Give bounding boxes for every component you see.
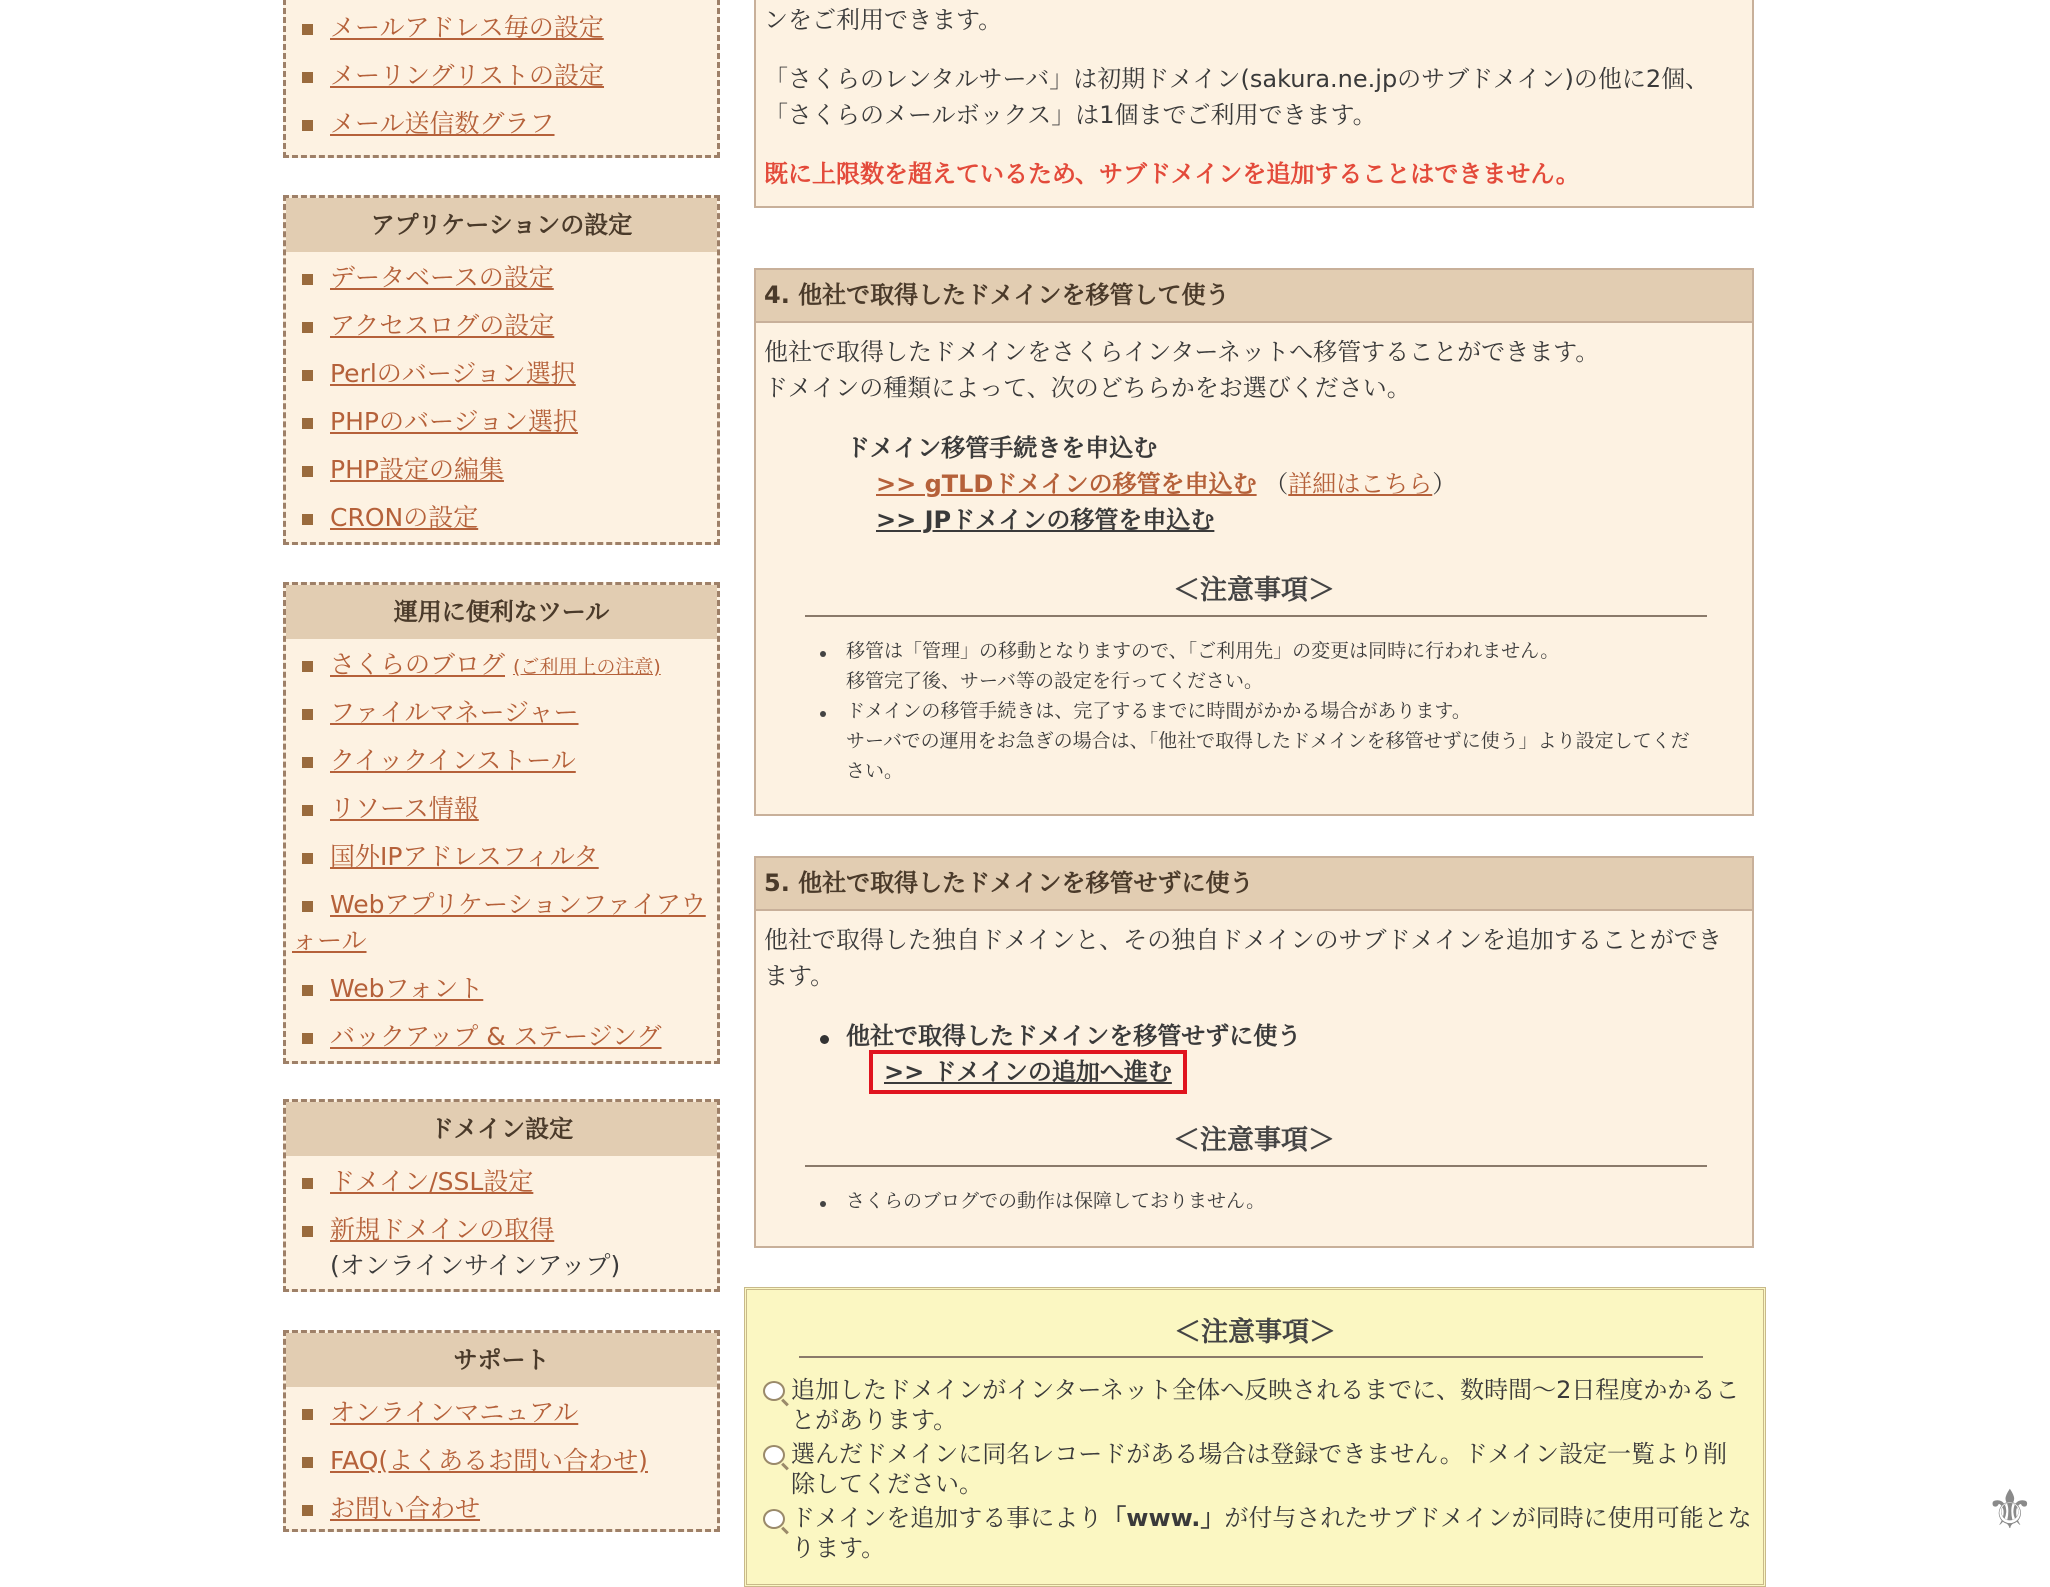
magnifier-icon (763, 1381, 785, 1401)
subdomain-limit-warning: 既に上限数を超えているため、サブドメインを追加することはできません。 (764, 156, 1580, 192)
square-bullet-icon (302, 1505, 313, 1516)
sidebar-item[interactable]: PHPのバージョン選択 (286, 404, 717, 440)
gtld-line: >> gTLDドメインの移管を申込む （詳細はこちら） (876, 466, 1456, 502)
section-3-text: 「さくらのメールボックス」は1個までご利用できます。 (764, 97, 1377, 133)
notice-text: ドメインを追加する事により「www.」が付与されたサブドメインが同時に使用可能とな (791, 1500, 1752, 1536)
notice-text: 除してください。 (791, 1466, 983, 1502)
sidebar-item[interactable]: アクセスログの設定 (286, 308, 717, 344)
section-4-box (754, 268, 1754, 816)
section-5-desc: ます。 (764, 958, 834, 994)
sidebar-section-title: ドメイン設定 (286, 1102, 717, 1156)
sidebar-item-cont[interactable]: ォール (286, 923, 717, 959)
square-bullet-icon (302, 853, 313, 864)
square-bullet-icon (302, 1457, 313, 1468)
sidebar-item[interactable]: CRONの設定 (286, 500, 717, 536)
sidebar-item[interactable]: さくらのブログ (ご利用上の注意) (286, 647, 717, 685)
sidebar-app-box (283, 195, 720, 545)
sidebar-support-box (283, 1330, 720, 1532)
sidebar-section-title: サポート (286, 1333, 717, 1387)
square-bullet-icon (302, 466, 313, 477)
square-bullet-icon (302, 370, 313, 381)
section-3-text: 「さくらのレンタルサーバ」は初期ドメイン(sakura.ne.jpのサブドメイン)の他に2個、 (764, 61, 1709, 97)
note-text: サーバでの運用をお急ぎの場合は、「他社で取得したドメインを移管せずに使う」より設定してくだ (846, 726, 1690, 756)
notice-divider (805, 1165, 1707, 1167)
magnifier-icon (763, 1509, 785, 1529)
square-bullet-icon (302, 120, 313, 131)
square-bullet-icon (302, 709, 313, 720)
list-bullet-icon (820, 1035, 829, 1044)
section-4-desc: ドメインの種類によって、次のどちらかをお選びください。 (764, 370, 1411, 406)
section-title: 4. 他社で取得したドメインを移管して使う (756, 270, 1752, 323)
section-5-desc: 他社で取得した独自ドメインと、その独自ドメインのサブドメインを追加することができ (764, 922, 1722, 958)
sidebar-item[interactable]: クイックインストール (286, 743, 717, 779)
sidebar-item[interactable]: 新規ドメインの取得 (286, 1212, 717, 1248)
square-bullet-icon (302, 322, 313, 333)
square-bullet-icon (302, 24, 313, 35)
square-bullet-icon (302, 418, 313, 429)
notice-title: ＜注意事項＞ (747, 1310, 1763, 1349)
square-bullet-icon (302, 985, 313, 996)
fleur-de-lis-icon: ⚜ (1986, 1478, 2034, 1541)
sidebar-item[interactable]: ドメイン/SSL設定 (286, 1164, 717, 1200)
notice-text: 追加したドメインがインターネット全体へ反映されるまでに、数時間〜2日程度かかるこ (791, 1372, 1739, 1408)
sidebar-section-title: 運用に便利なツール (286, 585, 717, 639)
sidebar-item-note: (オンラインサインアップ) (286, 1248, 717, 1284)
sidebar-section-title: アプリケーションの設定 (286, 198, 717, 252)
sidebar-item[interactable]: Webアプリケーションファイアウ (286, 887, 717, 923)
sidebar-item[interactable]: Perlのバージョン選択 (286, 356, 717, 392)
section-3-text: ンをご利用できます。 (764, 2, 1002, 38)
section-5-box (754, 856, 1754, 1248)
square-bullet-icon (302, 805, 313, 816)
square-bullet-icon (302, 72, 313, 83)
sidebar-domain-box (283, 1099, 720, 1292)
sidebar-item[interactable]: データベースの設定 (286, 260, 717, 296)
detail-link[interactable]: 詳細はこちら (1288, 470, 1432, 498)
note-text: さくらのブログでの動作は保障しておりません。 (846, 1186, 1265, 1216)
note-text: さい。 (846, 756, 903, 786)
notice-text: とがあります。 (791, 1402, 957, 1438)
notice-title: ＜注意事項＞ (756, 568, 1752, 607)
gtld-transfer-link[interactable]: >> gTLDドメインの移管を申込む (876, 470, 1257, 498)
sidebar-item[interactable]: お問い合わせ (286, 1491, 717, 1527)
section-3-box (754, 0, 1754, 208)
note-text: 移管完了後、サーバ等の設定を行ってください。 (846, 666, 1263, 696)
no-transfer-title: 他社で取得したドメインを移管せずに使う (846, 1018, 1301, 1054)
sidebar-item[interactable]: メール送信数グラフ (286, 106, 717, 142)
notice-divider (799, 1356, 1703, 1358)
square-bullet-icon (302, 757, 313, 768)
sidebar-tools-box (283, 582, 720, 1064)
square-bullet-icon (302, 514, 313, 525)
square-bullet-icon (302, 1409, 313, 1420)
section-4-desc: 他社で取得したドメインをさくらインターネットへ移管することができます。 (764, 334, 1599, 370)
jp-transfer-link[interactable]: >> JPドメインの移管を申込む (876, 502, 1214, 538)
square-bullet-icon (302, 661, 313, 672)
sidebar-item[interactable]: 国外IPアドレスフィルタ (286, 839, 717, 875)
sidebar-item[interactable]: ファイルマネージャー (286, 695, 717, 731)
section-title: 5. 他社で取得したドメインを移管せずに使う (756, 858, 1752, 911)
square-bullet-icon (302, 1178, 313, 1189)
square-bullet-icon (302, 274, 313, 285)
notice-title: ＜注意事項＞ (756, 1118, 1752, 1157)
magnifier-icon (763, 1445, 785, 1465)
sidebar-item[interactable]: リソース情報 (286, 791, 717, 827)
sidebar-item[interactable]: PHP設定の編集 (286, 452, 717, 488)
sidebar-item[interactable]: メールアドレス毎の設定 (286, 10, 717, 46)
notice-text: 選んだドメインに同名レコードがある場合は登録できません。ドメイン設定一覧より削 (791, 1436, 1727, 1472)
square-bullet-icon (302, 1226, 313, 1237)
sidebar-item[interactable]: Webフォント (286, 971, 717, 1007)
add-domain-link[interactable]: >> ドメインの追加へ進む (884, 1054, 1172, 1090)
notice-divider (805, 615, 1707, 617)
transfer-apply-title: ドメイン移管手続きを申込む (846, 430, 1157, 466)
highlight-box (869, 1050, 1187, 1094)
note-text: 移管は「管理」の移動となりますので、「ご利用先」の変更は同時に行われません。 (846, 636, 1559, 666)
sidebar-mail-box (283, 0, 720, 158)
square-bullet-icon (302, 1033, 313, 1044)
list-bullet-icon (820, 1201, 826, 1207)
sidebar-item[interactable]: バックアップ & ステージング (286, 1019, 717, 1055)
sidebar-item[interactable]: FAQ(よくあるお問い合わせ) (286, 1443, 717, 1479)
sidebar-item[interactable]: メーリングリストの設定 (286, 58, 717, 94)
note-text: ドメインの移管手続きは、完了するまでに時間がかかる場合があります。 (846, 696, 1471, 726)
list-bullet-icon (820, 651, 826, 657)
list-bullet-icon (820, 711, 826, 717)
square-bullet-icon (302, 901, 313, 912)
notice-text: ります。 (791, 1530, 885, 1566)
sidebar-item[interactable]: オンラインマニュアル (286, 1395, 717, 1431)
general-notice-box (744, 1287, 1766, 1587)
